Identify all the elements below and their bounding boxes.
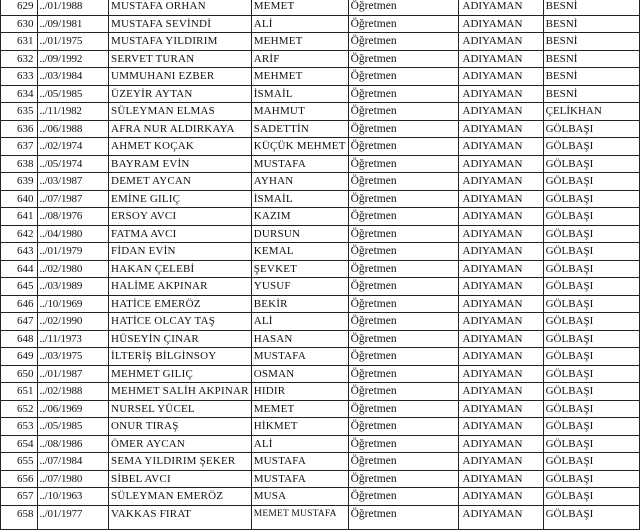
full-name-cell: MUSTAFA YILDIRIM <box>109 33 252 51</box>
job-title-cell: Öğretmen <box>348 400 458 418</box>
table-row <box>1 225 640 243</box>
job-title-cell: Öğretmen <box>348 348 458 366</box>
full-name-cell: MUSTAFA SEVİNDİ <box>109 15 252 33</box>
city-cell: ADIYAMAN <box>458 365 543 383</box>
job-title-cell: Öğretmen <box>348 330 458 348</box>
table-row <box>1 470 640 488</box>
row-number-cell: 636 <box>1 120 38 138</box>
row-number-cell: 638 <box>1 155 38 173</box>
district-cell: BESNİ <box>543 85 639 103</box>
full-name-cell: SEMA YILDIRIM ŞEKER <box>109 453 252 471</box>
table-row <box>1 68 640 86</box>
full-name-cell: SÜLEYMAN ELMAS <box>109 103 252 121</box>
district-cell: GÖLBAŞI <box>543 278 639 296</box>
table-row <box>1 330 640 348</box>
city-cell: ADIYAMAN <box>458 453 543 471</box>
table-row <box>1 313 640 331</box>
full-name-cell: DEMET AYCAN <box>109 173 252 191</box>
district-cell: GÖLBAŞI <box>543 400 639 418</box>
table-row <box>1 0 640 15</box>
district-cell: BESNİ <box>543 68 639 86</box>
city-cell: ADIYAMAN <box>458 15 543 33</box>
city-cell: ADIYAMAN <box>458 0 543 15</box>
job-title-cell: Öğretmen <box>348 243 458 261</box>
table-row <box>1 348 640 366</box>
birth-date-cell: ../10/1963 <box>37 488 109 506</box>
district-cell: ÇELİKHAN <box>543 103 639 121</box>
birth-date-cell: ../03/1984 <box>37 68 109 86</box>
full-name-cell: HATİCE EMERÖZ <box>109 295 252 313</box>
row-number-cell: 639 <box>1 173 38 191</box>
father-name-cell: MUSTAFA <box>251 348 348 366</box>
city-cell: ADIYAMAN <box>458 278 543 296</box>
full-name-cell: BAYRAM EVİN <box>109 155 252 173</box>
job-title-cell: Öğretmen <box>348 278 458 296</box>
full-name-cell: FİDAN EVİN <box>109 243 252 261</box>
job-title-cell: Öğretmen <box>348 260 458 278</box>
birth-date-cell: ../01/1987 <box>37 365 109 383</box>
table-row <box>1 295 640 313</box>
city-cell: ADIYAMAN <box>458 68 543 86</box>
district-cell: GÖLBAŞI <box>543 120 639 138</box>
father-name-cell: İSMAİL <box>251 85 348 103</box>
table-row <box>1 453 640 471</box>
birth-date-cell: ../11/1973 <box>37 330 109 348</box>
father-name-cell: SADETTİN <box>251 120 348 138</box>
job-title-cell: Öğretmen <box>348 418 458 436</box>
birth-date-cell: ../08/1986 <box>37 435 109 453</box>
city-cell: ADIYAMAN <box>458 50 543 68</box>
city-cell: ADIYAMAN <box>458 435 543 453</box>
full-name-cell: ÜZEYİR AYTAN <box>109 85 252 103</box>
birth-date-cell: ../02/1990 <box>37 313 109 331</box>
district-cell: GÖLBAŞI <box>543 155 639 173</box>
city-cell: ADIYAMAN <box>458 330 543 348</box>
city-cell: ADIYAMAN <box>458 33 543 51</box>
row-number-cell: 642 <box>1 225 38 243</box>
table-row <box>1 505 640 529</box>
city-cell: ADIYAMAN <box>458 208 543 226</box>
job-title-cell: Öğretmen <box>348 173 458 191</box>
birth-date-cell: ../01/1988 <box>37 0 109 15</box>
row-number-cell: 648 <box>1 330 38 348</box>
row-number-cell: 658 <box>1 505 38 529</box>
row-number-cell: 640 <box>1 190 38 208</box>
district-cell: GÖLBAŞI <box>543 330 639 348</box>
father-name-cell: MEHMET <box>251 33 348 51</box>
row-number-cell: 643 <box>1 243 38 261</box>
full-name-cell: MUSTAFA ORHAN <box>109 0 252 15</box>
district-cell: GÖLBAŞI <box>543 505 639 529</box>
city-cell: ADIYAMAN <box>458 190 543 208</box>
father-name-cell: MEMET <box>251 0 348 15</box>
father-name-cell: İSMAİL <box>251 190 348 208</box>
birth-date-cell: ../03/1989 <box>37 278 109 296</box>
table-row <box>1 383 640 401</box>
father-name-cell: DURSUN <box>251 225 348 243</box>
district-cell: GÖLBAŞI <box>543 348 639 366</box>
table-row <box>1 120 640 138</box>
job-title-cell: Öğretmen <box>348 190 458 208</box>
table-row <box>1 173 640 191</box>
city-cell: ADIYAMAN <box>458 488 543 506</box>
city-cell: ADIYAMAN <box>458 260 543 278</box>
district-cell: BESNİ <box>543 50 639 68</box>
birth-date-cell: ../08/1976 <box>37 208 109 226</box>
table-row <box>1 365 640 383</box>
city-cell: ADIYAMAN <box>458 400 543 418</box>
table-row <box>1 488 640 506</box>
district-cell: GÖLBAŞI <box>543 243 639 261</box>
table-row <box>1 278 640 296</box>
district-cell: GÖLBAŞI <box>543 208 639 226</box>
father-name-cell: MUSTAFA <box>251 470 348 488</box>
father-name-cell: MUSTAFA <box>251 155 348 173</box>
birth-date-cell: ../09/1981 <box>37 15 109 33</box>
job-title-cell: Öğretmen <box>348 103 458 121</box>
birth-date-cell: ../09/1992 <box>37 50 109 68</box>
full-name-cell: ERSOY AVCI <box>109 208 252 226</box>
full-name-cell: NURSEL YÜCEL <box>109 400 252 418</box>
father-name-cell: MAHMUT <box>251 103 348 121</box>
full-name-cell: ÖMER AYCAN <box>109 435 252 453</box>
birth-date-cell: ../01/1975 <box>37 33 109 51</box>
job-title-cell: Öğretmen <box>348 365 458 383</box>
row-number-cell: 656 <box>1 470 38 488</box>
birth-date-cell: ../06/1969 <box>37 400 109 418</box>
district-cell: GÖLBAŞI <box>543 453 639 471</box>
city-cell: ADIYAMAN <box>458 348 543 366</box>
father-name-cell: MEMET MUSTAFA <box>251 505 348 529</box>
full-name-cell: AFRA NUR ALDIRKAYA <box>109 120 252 138</box>
district-cell: GÖLBAŞI <box>543 260 639 278</box>
birth-date-cell: ../01/1977 <box>37 505 109 529</box>
father-name-cell: HİKMET <box>251 418 348 436</box>
table-row <box>1 190 640 208</box>
row-number-cell: 651 <box>1 383 38 401</box>
city-cell: ADIYAMAN <box>458 138 543 156</box>
full-name-cell: MEHMET GILIÇ <box>109 365 252 383</box>
job-title-cell: Öğretmen <box>348 383 458 401</box>
table-row <box>1 33 640 51</box>
job-title-cell: Öğretmen <box>348 208 458 226</box>
row-number-cell: 649 <box>1 348 38 366</box>
birth-date-cell: ../02/1988 <box>37 383 109 401</box>
row-number-cell: 634 <box>1 85 38 103</box>
father-name-cell: MEHMET <box>251 68 348 86</box>
job-title-cell: Öğretmen <box>348 313 458 331</box>
district-cell: GÖLBAŞI <box>543 470 639 488</box>
row-number-cell: 657 <box>1 488 38 506</box>
city-cell: ADIYAMAN <box>458 418 543 436</box>
district-cell: GÖLBAŞI <box>543 365 639 383</box>
father-name-cell: ARİF <box>251 50 348 68</box>
city-cell: ADIYAMAN <box>458 505 543 529</box>
city-cell: ADIYAMAN <box>458 243 543 261</box>
district-cell: GÖLBAŞI <box>543 173 639 191</box>
row-number-cell: 635 <box>1 103 38 121</box>
birth-date-cell: ../05/1974 <box>37 155 109 173</box>
birth-date-cell: ../04/1980 <box>37 225 109 243</box>
father-name-cell: BEKİR <box>251 295 348 313</box>
full-name-cell: İLTERİŞ BİLGİNSOY <box>109 348 252 366</box>
table-body <box>1 0 640 529</box>
full-name-cell: SİBEL AVCI <box>109 470 252 488</box>
father-name-cell: MUSA <box>251 488 348 506</box>
father-name-cell: MUSTAFA <box>251 453 348 471</box>
birth-date-cell: ../06/1988 <box>37 120 109 138</box>
table-row <box>1 418 640 436</box>
full-name-cell: HAKAN ÇELEBİ <box>109 260 252 278</box>
table-row <box>1 435 640 453</box>
district-cell: GÖLBAŞI <box>543 488 639 506</box>
job-title-cell: Öğretmen <box>348 15 458 33</box>
table-row <box>1 85 640 103</box>
city-cell: ADIYAMAN <box>458 85 543 103</box>
city-cell: ADIYAMAN <box>458 103 543 121</box>
birth-date-cell: ../07/1980 <box>37 470 109 488</box>
row-number-cell: 630 <box>1 15 38 33</box>
birth-date-cell: ../07/1987 <box>37 190 109 208</box>
full-name-cell: VAKKAS FIRAT <box>109 505 252 529</box>
city-cell: ADIYAMAN <box>458 383 543 401</box>
birth-date-cell: ../03/1975 <box>37 348 109 366</box>
district-cell: GÖLBAŞI <box>543 295 639 313</box>
row-number-cell: 645 <box>1 278 38 296</box>
father-name-cell: AYHAN <box>251 173 348 191</box>
birth-date-cell: ../11/1982 <box>37 103 109 121</box>
table-row <box>1 15 640 33</box>
birth-date-cell: ../01/1979 <box>37 243 109 261</box>
job-title-cell: Öğretmen <box>348 120 458 138</box>
table-row <box>1 400 640 418</box>
job-title-cell: Öğretmen <box>348 225 458 243</box>
district-cell: GÖLBAŞI <box>543 225 639 243</box>
father-name-cell: OSMAN <box>251 365 348 383</box>
table-row <box>1 208 640 226</box>
full-name-cell: MEHMET SALİH AKPINAR <box>109 383 252 401</box>
job-title-cell: Öğretmen <box>348 33 458 51</box>
city-cell: ADIYAMAN <box>458 120 543 138</box>
father-name-cell: YUSUF <box>251 278 348 296</box>
father-name-cell: HASAN <box>251 330 348 348</box>
district-cell: GÖLBAŞI <box>543 383 639 401</box>
row-number-cell: 629 <box>1 0 38 15</box>
birth-date-cell: ../07/1984 <box>37 453 109 471</box>
full-name-cell: SÜLEYMAN EMERÖZ <box>109 488 252 506</box>
birth-date-cell: ../03/1987 <box>37 173 109 191</box>
job-title-cell: Öğretmen <box>348 470 458 488</box>
district-cell: GÖLBAŞI <box>543 138 639 156</box>
father-name-cell: KAZIM <box>251 208 348 226</box>
full-name-cell: HATİCE OLCAY TAŞ <box>109 313 252 331</box>
table-row <box>1 103 640 121</box>
table-row <box>1 155 640 173</box>
full-name-cell: EMİNE GILIÇ <box>109 190 252 208</box>
row-number-cell: 647 <box>1 313 38 331</box>
city-cell: ADIYAMAN <box>458 155 543 173</box>
father-name-cell: KÜÇÜK MEHMET <box>251 138 348 156</box>
district-cell: GÖLBAŞI <box>543 418 639 436</box>
full-name-cell: AHMET KOÇAK <box>109 138 252 156</box>
row-number-cell: 632 <box>1 50 38 68</box>
district-cell: GÖLBAŞI <box>543 313 639 331</box>
city-cell: ADIYAMAN <box>458 295 543 313</box>
father-name-cell: KEMAL <box>251 243 348 261</box>
job-title-cell: Öğretmen <box>348 138 458 156</box>
job-title-cell: Öğretmen <box>348 453 458 471</box>
father-name-cell: ALİ <box>251 435 348 453</box>
table-row <box>1 50 640 68</box>
row-number-cell: 650 <box>1 365 38 383</box>
birth-date-cell: ../02/1974 <box>37 138 109 156</box>
table-row <box>1 260 640 278</box>
job-title-cell: Öğretmen <box>348 0 458 15</box>
full-name-cell: HALİME AKPINAR <box>109 278 252 296</box>
row-number-cell: 633 <box>1 68 38 86</box>
city-cell: ADIYAMAN <box>458 225 543 243</box>
father-name-cell: ALİ <box>251 313 348 331</box>
district-cell: GÖLBAŞI <box>543 190 639 208</box>
table-row <box>1 138 640 156</box>
row-number-cell: 652 <box>1 400 38 418</box>
city-cell: ADIYAMAN <box>458 173 543 191</box>
full-name-cell: SERVET TURAN <box>109 50 252 68</box>
job-title-cell: Öğretmen <box>348 505 458 529</box>
row-number-cell: 653 <box>1 418 38 436</box>
birth-date-cell: ../05/1985 <box>37 85 109 103</box>
job-title-cell: Öğretmen <box>348 68 458 86</box>
district-cell: BESNİ <box>543 15 639 33</box>
full-name-cell: UMMUHANI EZBER <box>109 68 252 86</box>
father-name-cell: ŞEVKET <box>251 260 348 278</box>
row-number-cell: 641 <box>1 208 38 226</box>
city-cell: ADIYAMAN <box>458 470 543 488</box>
job-title-cell: Öğretmen <box>348 295 458 313</box>
district-cell: BESNİ <box>543 0 639 15</box>
father-name-cell: HIDIR <box>251 383 348 401</box>
district-cell: BESNİ <box>543 33 639 51</box>
row-number-cell: 655 <box>1 453 38 471</box>
row-number-cell: 654 <box>1 435 38 453</box>
job-title-cell: Öğretmen <box>348 488 458 506</box>
city-cell: ADIYAMAN <box>458 313 543 331</box>
birth-date-cell: ../05/1985 <box>37 418 109 436</box>
district-cell: GÖLBAŞI <box>543 435 639 453</box>
full-name-cell: HÜSEYİN ÇINAR <box>109 330 252 348</box>
row-number-cell: 646 <box>1 295 38 313</box>
job-title-cell: Öğretmen <box>348 85 458 103</box>
birth-date-cell: ../02/1980 <box>37 260 109 278</box>
father-name-cell: ALİ <box>251 15 348 33</box>
row-number-cell: 644 <box>1 260 38 278</box>
row-number-cell: 631 <box>1 33 38 51</box>
table-row <box>1 243 640 261</box>
father-name-cell: MEMET <box>251 400 348 418</box>
job-title-cell: Öğretmen <box>348 155 458 173</box>
job-title-cell: Öğretmen <box>348 435 458 453</box>
full-name-cell: ONUR TIRAŞ <box>109 418 252 436</box>
full-name-cell: FATMA AVCI <box>109 225 252 243</box>
birth-date-cell: ../10/1969 <box>37 295 109 313</box>
job-title-cell: Öğretmen <box>348 50 458 68</box>
row-number-cell: 637 <box>1 138 38 156</box>
